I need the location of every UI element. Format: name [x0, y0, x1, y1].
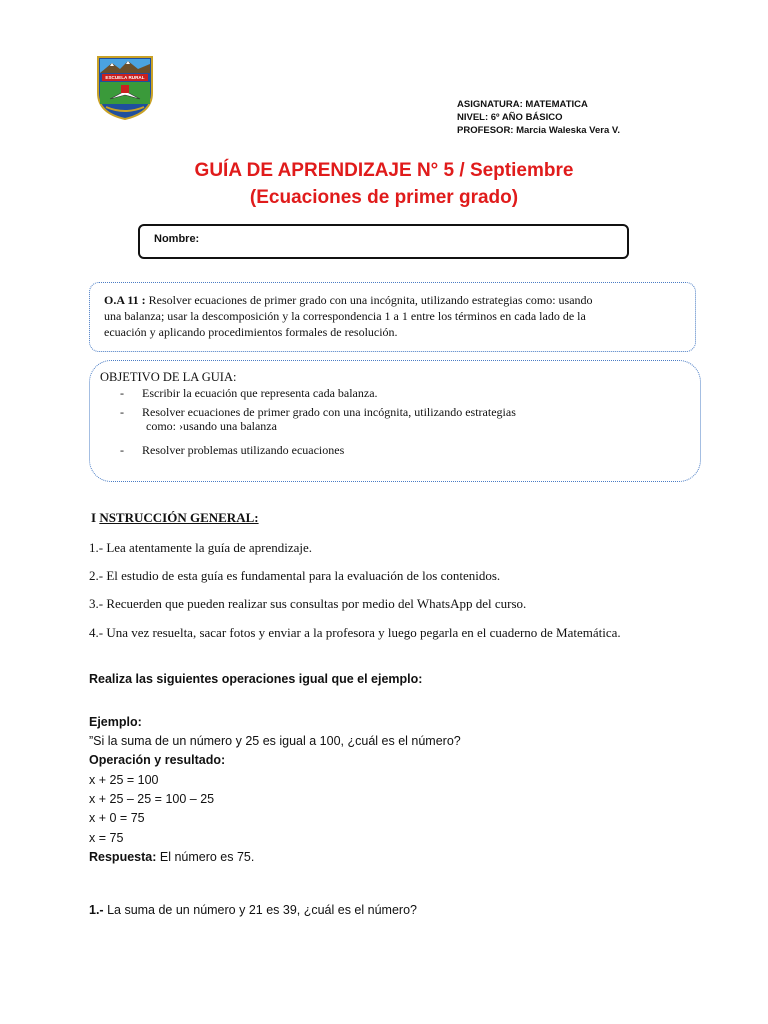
objective-item — [120, 386, 620, 400]
name-label: Nombre: — [154, 233, 200, 245]
equation-step: x + 0 = 75 — [89, 811, 145, 825]
oa-text — [104, 292, 684, 340]
operation-label: Operación y resultado: — [89, 753, 226, 767]
oa-line-1: Resolver ecuaciones de primer grado con una incógnita, utilizando estrategias como: usando — [145, 293, 593, 307]
guide-title: GUÍA DE APRENDIZAJE N° 5 / Septiembre — [194, 160, 574, 181]
nivel-line: NIVEL: 6º AÑO BÁSICO — [457, 112, 563, 123]
objective-title: OBJETIVO DE LA GUIA: — [100, 370, 237, 384]
guide-subtitle: (Ecuaciones de primer grado) — [249, 187, 519, 208]
equation-step: x = 75 — [89, 831, 124, 845]
instruction-item: 1.- Lea atentamente la guía de aprendizaje. — [89, 540, 313, 555]
instruction-item: 2.- El estudio de esta guía es fundamental para la evaluación de los contenidos. — [89, 568, 501, 583]
example-answer — [89, 850, 254, 864]
example-question: ”Si la suma de un número y 25 es igual a 100, ¿cuál es el número? — [89, 734, 461, 748]
objective-item-continuation: como: ›usando una balanza — [146, 419, 277, 433]
profesor-line: PROFESOR: Marcia Waleska Vera V. — [457, 125, 620, 136]
bullet-dash: - — [120, 405, 124, 419]
oa-line-3: ecuación y aplicando procedimientos formales de resolución. — [104, 325, 398, 339]
equation-step: x + 25 = 100 — [89, 773, 159, 787]
course-metadata — [457, 98, 620, 137]
answer-text: El número es 75. — [156, 850, 255, 864]
general-instructions-heading — [91, 510, 259, 526]
heading-prefix: I — [91, 510, 100, 525]
school-emblem-logo — [96, 55, 154, 121]
name-field[interactable] — [138, 224, 629, 259]
objective-item-text: Resolver problemas utilizando ecuaciones — [142, 443, 345, 457]
learning-objective-box — [89, 282, 696, 352]
question-number: 1.- — [89, 903, 104, 917]
exercise-instruction: Realiza las siguientes operaciones igual que el ejemplo: — [89, 672, 423, 686]
example-label: Ejemplo: — [89, 715, 142, 729]
question-text: La suma de un número y 21 es 39, ¿cuál es el número? — [103, 903, 417, 917]
equation-step: x + 25 – 25 = 100 – 25 — [89, 792, 215, 806]
oa-code: O.A 11 : — [104, 293, 146, 307]
objective-item — [120, 405, 620, 433]
oa-line-2: una balanza; usar la descomposición y la correspondencia 1 a 1 entre los términos en cada lado de la — [104, 309, 586, 323]
emblem-lettering: ESCUELA RURAL — [105, 75, 145, 80]
asignatura-line: ASIGNATURA: MATEMATICA — [457, 99, 588, 110]
question-1 — [89, 903, 417, 917]
answer-label: Respuesta: — [89, 850, 157, 864]
instruction-item: 4.- Una vez resuelta, sacar fotos y enviar a la profesora y luego pegarla en el cuaderno de Matemática. — [89, 625, 621, 640]
guide-objective-box — [89, 360, 701, 482]
objective-item — [120, 443, 620, 457]
objective-item-text: Escribir la ecuación que representa cada balanza. — [142, 386, 378, 400]
heading-underlined: NSTRUCCIÓN GENERAL: — [99, 510, 259, 525]
bullet-dash: - — [120, 443, 124, 457]
objective-item-text: Resolver ecuaciones de primer grado con una incógnita, utilizando estrategias — [142, 405, 516, 419]
instruction-item: 3.- Recuerden que pueden realizar sus consultas por medio del WhatsApp del curso. — [89, 596, 527, 611]
shield-emblem-icon — [96, 55, 154, 121]
bullet-dash: - — [120, 386, 124, 400]
